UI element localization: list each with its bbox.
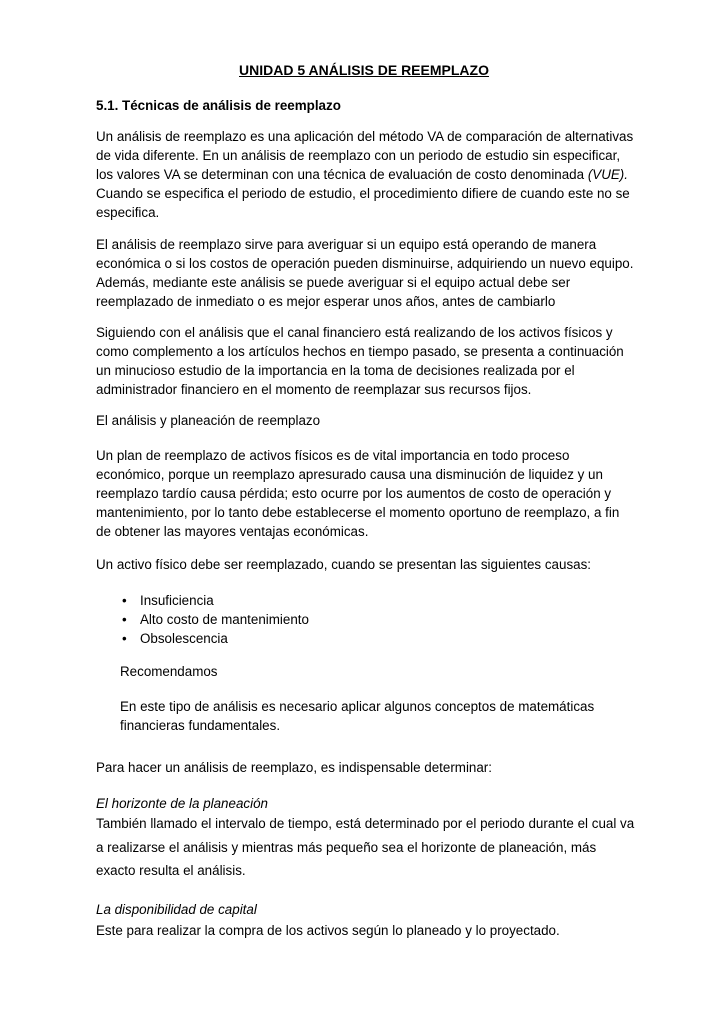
paragraph-horizon: También llamado el intervalo de tiempo, está determinado por el periodo durante el cual va a realizarse el análisis y mientras más pequeño sea el horizonte de planeación, más exacto resulta el análisis. (96, 816, 635, 878)
heading-horizon: El horizonte de la planeación (96, 796, 268, 811)
list-item-label: Alto costo de mantenimiento (140, 612, 309, 627)
bullet-icon: • (122, 631, 127, 646)
vue-term: (VUE). (587, 167, 628, 182)
paragraph-purpose: El análisis de reemplazo sirve para averiguar si un equipo está operando de manera económica o si los costos de operación pueden disminuirse, adquiriendo un nuevo equipo. Además, mediante este análisis se puede averiguar si el equipo actual debe ser reemplazado de inmediato o es mejor esperar unos años, antes de cambiarlo (96, 237, 634, 309)
paragraph-intro-tail: Cuando se especifica el periodo de estudio, el procedimiento difiere de cuando este no se especifica. (96, 186, 630, 220)
paragraph-context: Siguiendo con el análisis que el canal financiero está realizando de los activos físicos y como complemento a los artículos hechos en tiempo pasado, se presenta a continuación un minucioso estudio de la importancia en la toma de decisiones realizada por el administrador financiero en el momento de reemplazar sus recursos fijos. (96, 325, 624, 397)
paragraph-causes: Un activo físico debe ser reemplazado, cuando se presentan las siguientes causas: (96, 557, 591, 572)
paragraph-intro (96, 127, 636, 222)
paragraph-capital: Este para realizar la compra de los activos según lo planeado y lo proyectado. (96, 923, 560, 938)
paragraph-subheading: El análisis y planeación de reemplazo (96, 413, 321, 428)
list-item-label: Obsolescencia (140, 631, 228, 646)
paragraph-determine: Para hacer un análisis de reemplazo, es indispensable determinar: (96, 760, 492, 775)
paragraph-plan: Un plan de reemplazo de activos físicos es de vital importancia en todo proceso económico, porque un reemplazo apresurado causa una disminución de liquidez y un reemplazo tardío causa pérdida; esto ocurre por los aumentos de costo de operación y mantenimiento, por lo tanto debe establecerse el momento oportuno de reemplazo, a fin de obtener las mayores ventajas económicas. (96, 448, 620, 539)
paragraph-intro-text: Un análisis de reemplazo es una aplicación del método VA de comparación de alternativas de vida diferente. En un análisis de reemplazo con un periodo de estudio sin especificar, los valores VA se determinan con una técnica de evaluación de costo denominada (96, 129, 634, 182)
causes-list (118, 591, 518, 648)
list-item (118, 629, 518, 648)
bullet-icon: • (122, 593, 127, 608)
page-title: UNIDAD 5 ANÁLISIS DE REEMPLAZO (239, 62, 489, 78)
list-item-label: Insuficiencia (140, 593, 214, 608)
list-item (118, 591, 518, 610)
list-item (118, 610, 518, 629)
recommend-label: Recomendamos (120, 664, 218, 679)
bullet-icon: • (122, 612, 127, 627)
section-heading: 5.1. Técnicas de análisis de reemplazo (96, 98, 341, 113)
heading-capital: La disponibilidad de capital (96, 902, 257, 917)
paragraph-recommend: En este tipo de análisis es necesario aplicar algunos conceptos de matemáticas financieras fundamentales. (120, 699, 595, 733)
